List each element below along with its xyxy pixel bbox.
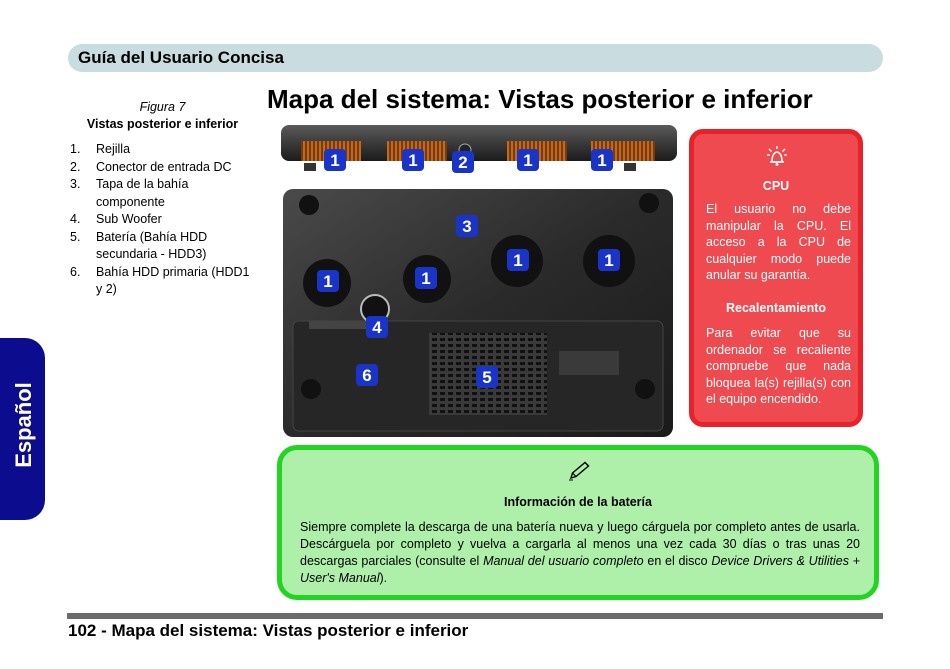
- footer-bar: [67, 613, 883, 619]
- callout-vent-4: [598, 249, 620, 271]
- legend-item: 5. Batería (Bahía HDD secundaria - HDD3): [70, 229, 208, 261]
- note-body: Siempre complete la descarga de una batería nueva y luego cárguela por completo antes de usarla. Descárguela por completo y vuelva a cargarla al menos una vez cada 30 días o tras unas 20 descargas parciales (consulte el Manual del usuario completo en el disco Device Drivers & Utilities + User's Manual).: [300, 520, 860, 585]
- header-title: Guía del Usuario Concisa: [78, 48, 284, 67]
- svg-text:1: 1: [421, 269, 431, 288]
- legend-item: 4. Sub Woofer: [70, 212, 162, 226]
- figure-number: Figura 7: [139, 100, 186, 114]
- figure-caption: [70, 99, 255, 133]
- callout-cover: [456, 215, 478, 237]
- svg-text:5: 5: [482, 368, 492, 387]
- callout-hdd: [356, 364, 378, 386]
- callout-rear-3: [452, 151, 474, 173]
- pencil-icon: [567, 460, 591, 482]
- callout-rear-5: [591, 149, 613, 171]
- figure-legend: [70, 141, 250, 299]
- warning-box: [689, 129, 863, 427]
- laptop-photo: [279, 121, 679, 439]
- figure-title: Vistas posterior e inferior: [86, 117, 239, 131]
- callout-vent-2: [415, 267, 437, 289]
- svg-text:1: 1: [330, 151, 340, 170]
- callout-rear-2: [402, 149, 424, 171]
- legend-item: 6. Bahía HDD primaria (HDD1 y 2): [70, 264, 250, 296]
- callout-vent-3: [507, 249, 529, 271]
- svg-text:1: 1: [604, 251, 614, 270]
- page-title: Mapa del sistema: Vistas posterior e inferior: [267, 84, 813, 114]
- legend-item: 1. Rejilla: [70, 142, 131, 156]
- language-tab-label: Español: [11, 382, 36, 468]
- legend-item: 3. Tapa de la bahía componente: [70, 177, 189, 209]
- warning-heading-overheating: Recalentamiento: [725, 301, 827, 315]
- warning-bell-icon: [766, 144, 788, 168]
- svg-text:6: 6: [362, 366, 372, 385]
- svg-text:1: 1: [408, 151, 418, 170]
- svg-text:1: 1: [323, 272, 333, 291]
- svg-text:1: 1: [597, 151, 607, 170]
- warning-text-cpu: El usuario no debe manipular la CPU. El acceso a la CPU de cualquier modo puede anular su garantía.: [706, 202, 851, 282]
- svg-text:1: 1: [523, 151, 533, 170]
- note-title: Información de la batería: [504, 495, 652, 509]
- svg-text:2: 2: [458, 153, 468, 172]
- callout-vent-1: [317, 270, 339, 292]
- warning-heading-cpu: CPU: [762, 179, 790, 193]
- legend-item: 2. Conector de entrada DC: [70, 159, 232, 174]
- svg-text:4: 4: [372, 318, 382, 337]
- footer-page-label: 102 - Mapa del sistema: Vistas posterior e inferior: [68, 621, 469, 640]
- callout-woofer: [366, 316, 388, 338]
- warning-text-overheating: Para evitar que su ordenador se recaliente compruebe que nada bloquea la(s) rejilla(s) con el equipo encendido.: [706, 326, 851, 406]
- battery-note-box: [277, 445, 879, 600]
- callout-battery: [476, 366, 498, 388]
- svg-text:3: 3: [462, 217, 472, 236]
- callout-rear-4: [517, 149, 539, 171]
- svg-text:1: 1: [513, 251, 523, 270]
- callout-rear-1: [324, 149, 346, 171]
